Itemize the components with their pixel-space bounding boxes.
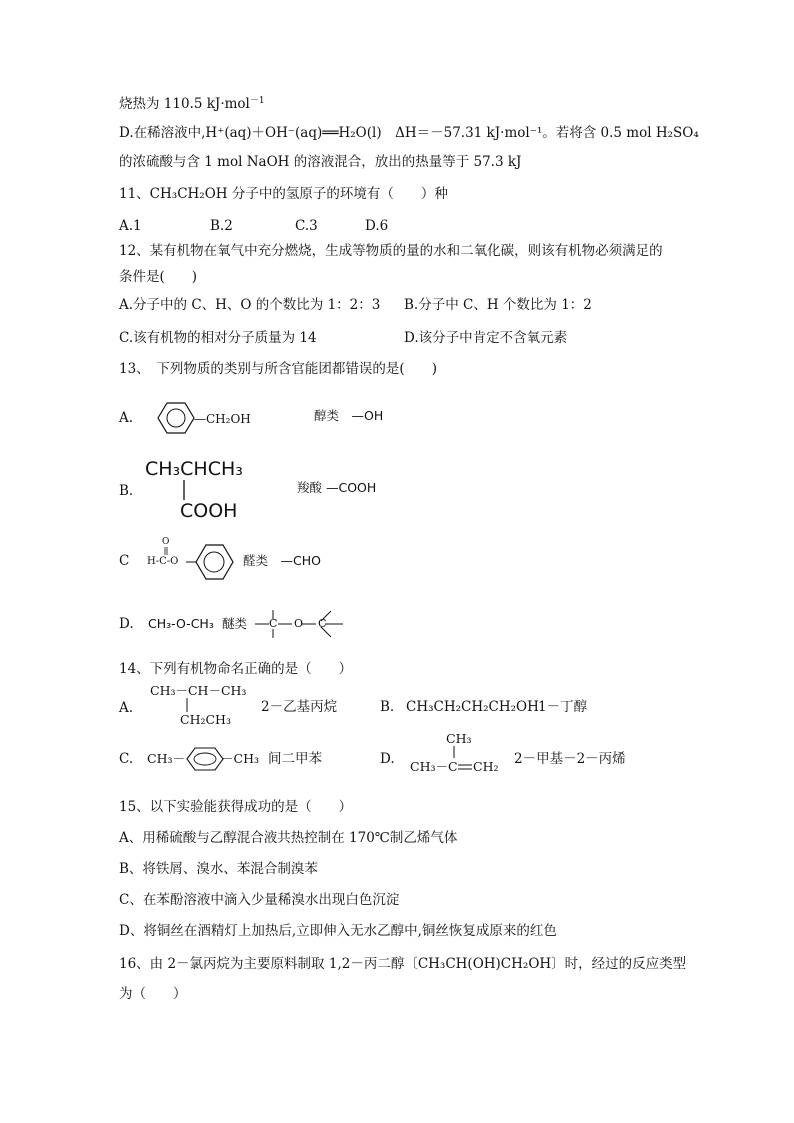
benzene-ring-icon <box>150 400 200 436</box>
q13-d-formula: CH₃-O-CH₃ <box>148 616 214 631</box>
q14-d-bond <box>452 746 456 758</box>
q14-c-label: C. <box>119 751 134 767</box>
q12-option-c: C.该有机物的相对分子质量为 14 <box>119 330 317 346</box>
q12-stem-line2: 条件是( ) <box>119 269 198 285</box>
q11-option-b: B.2 <box>210 218 233 234</box>
q13-c-h-c-o: H-C-O <box>147 556 179 567</box>
q16-stem-line1: 16、由 2－氯丙烷为主要原料制取 1,2－丙二醇〔CH₃CH(OH)CH₂OH〕时，经过的反应类型 <box>119 956 687 972</box>
q13-b-label: B. <box>119 483 134 499</box>
q13-d-class: 醚类 <box>222 616 248 631</box>
q14-a-top: CH₃－CH－CH₃ <box>150 683 247 698</box>
q13-b-bond <box>182 480 186 500</box>
q11-option-c: C.3 <box>295 218 318 234</box>
q13-stem: 13、 下列物质的类别与所含官能团都错误的是( ) <box>119 361 437 377</box>
q13-c-carbonyl-o: O <box>162 537 170 547</box>
q15-stem: 15、以下实验能获得成功的是（ ） <box>119 799 353 815</box>
q12-option-a: A.分子中的 C、H、O 的个数比为 1：2：3 <box>119 297 381 313</box>
q14-stem: 14、下列有机物命名正确的是（ ） <box>119 661 353 677</box>
q11-stem: 11、CH₃CH₂OH 分子中的氢原子的环境有（ ）种 <box>119 186 448 202</box>
q15-option-d: D、将铜丝在酒精灯上加热后,立即伸入无水乙醇中,铜丝恢复成原来的红色 <box>119 923 557 939</box>
q14-d-left: CH₃－C <box>410 759 458 774</box>
q15-option-b: B、将铁屑、溴水、苯混合制溴苯 <box>119 861 318 877</box>
q11-option-a: A.1 <box>119 218 142 234</box>
q15-option-a: A、用稀硫酸与乙醇混合液共热控制在 170℃制乙烯气体 <box>119 830 458 846</box>
heat-fragment-line <box>119 95 265 113</box>
q14-b-formula: CH₃CH₂CH₂CH₂OH <box>406 699 539 715</box>
option-d-line2: 的浓硫酸与含 1 mol NaOH 的溶液混合，放出的热量等于 57.3 kJ <box>119 154 522 170</box>
q13-a-class: 醇类 —OH <box>314 408 384 423</box>
q14-a-bond <box>185 698 189 712</box>
q13-a-label: A. <box>119 410 134 426</box>
q14-d-label: D. <box>380 751 395 767</box>
q13-b-class: 羧酸 —COOH <box>297 480 377 495</box>
q14-a-name: 2－乙基丙烷 <box>261 699 338 715</box>
q13-d-label: D. <box>119 616 134 632</box>
q14-b-label: B. <box>380 699 395 715</box>
q11-option-d: D.6 <box>365 218 389 234</box>
q13-c-class: 醛类 —CHO <box>243 553 321 568</box>
q13-d-o: O <box>294 617 304 630</box>
q13-d-c2: C <box>318 617 327 630</box>
q14-d-name: 2－甲基－2－丙烯 <box>514 751 626 767</box>
q13-c-double-bond <box>164 547 168 555</box>
q12-option-d: D.该分子中肯定不含氧元素 <box>404 330 568 346</box>
heat-fragment-sup: －1 <box>249 96 265 106</box>
q14-c-left: CH₃－ <box>147 751 185 766</box>
q14-d-right: CH₂ <box>473 759 499 774</box>
q13-c-label: C <box>119 553 130 569</box>
q13-a-group: —CH₂OH <box>194 412 251 426</box>
q13-b-formula: CH₃CHCH₃ <box>145 458 243 480</box>
q14-a-bottom: CH₂CH₃ <box>180 712 231 727</box>
q12-option-b: B.分子中 C、H 个数比为 1：2 <box>404 297 592 313</box>
q14-b-name: 1－丁醇 <box>538 699 588 715</box>
q13-b-sub: COOH <box>180 500 238 522</box>
q15-option-c: C、在苯酚溶液中滴入少量稀溴水出现白色沉淀 <box>119 892 400 908</box>
q14-d-top: CH₃ <box>446 731 472 746</box>
q12-stem-line1: 12、某有机物在氧气中充分燃烧，生成等物质的量的水和二氧化碳，则该有机物必须满足的 <box>119 243 663 259</box>
heat-fragment-text: 烧热为 110.5 kJ·mol <box>119 96 250 112</box>
q14-a-label: A. <box>119 700 134 716</box>
option-d-line1: D.在稀溶液中,H⁺(aq)＋OH⁻(aq)══H₂O(l) ΔH＝－57.31 kJ·mol⁻¹。若将含 0.5 mol H₂SO₄ <box>119 125 699 141</box>
q14-c-right: －CH₃ <box>221 751 259 766</box>
q13-d-c1: C <box>269 617 278 630</box>
benzene-ring-icon <box>186 540 234 580</box>
q14-c-name: 间二甲苯 <box>268 751 322 767</box>
q14-d-double-bond <box>458 763 474 771</box>
q16-stem-line2: 为（ ） <box>119 986 187 1002</box>
